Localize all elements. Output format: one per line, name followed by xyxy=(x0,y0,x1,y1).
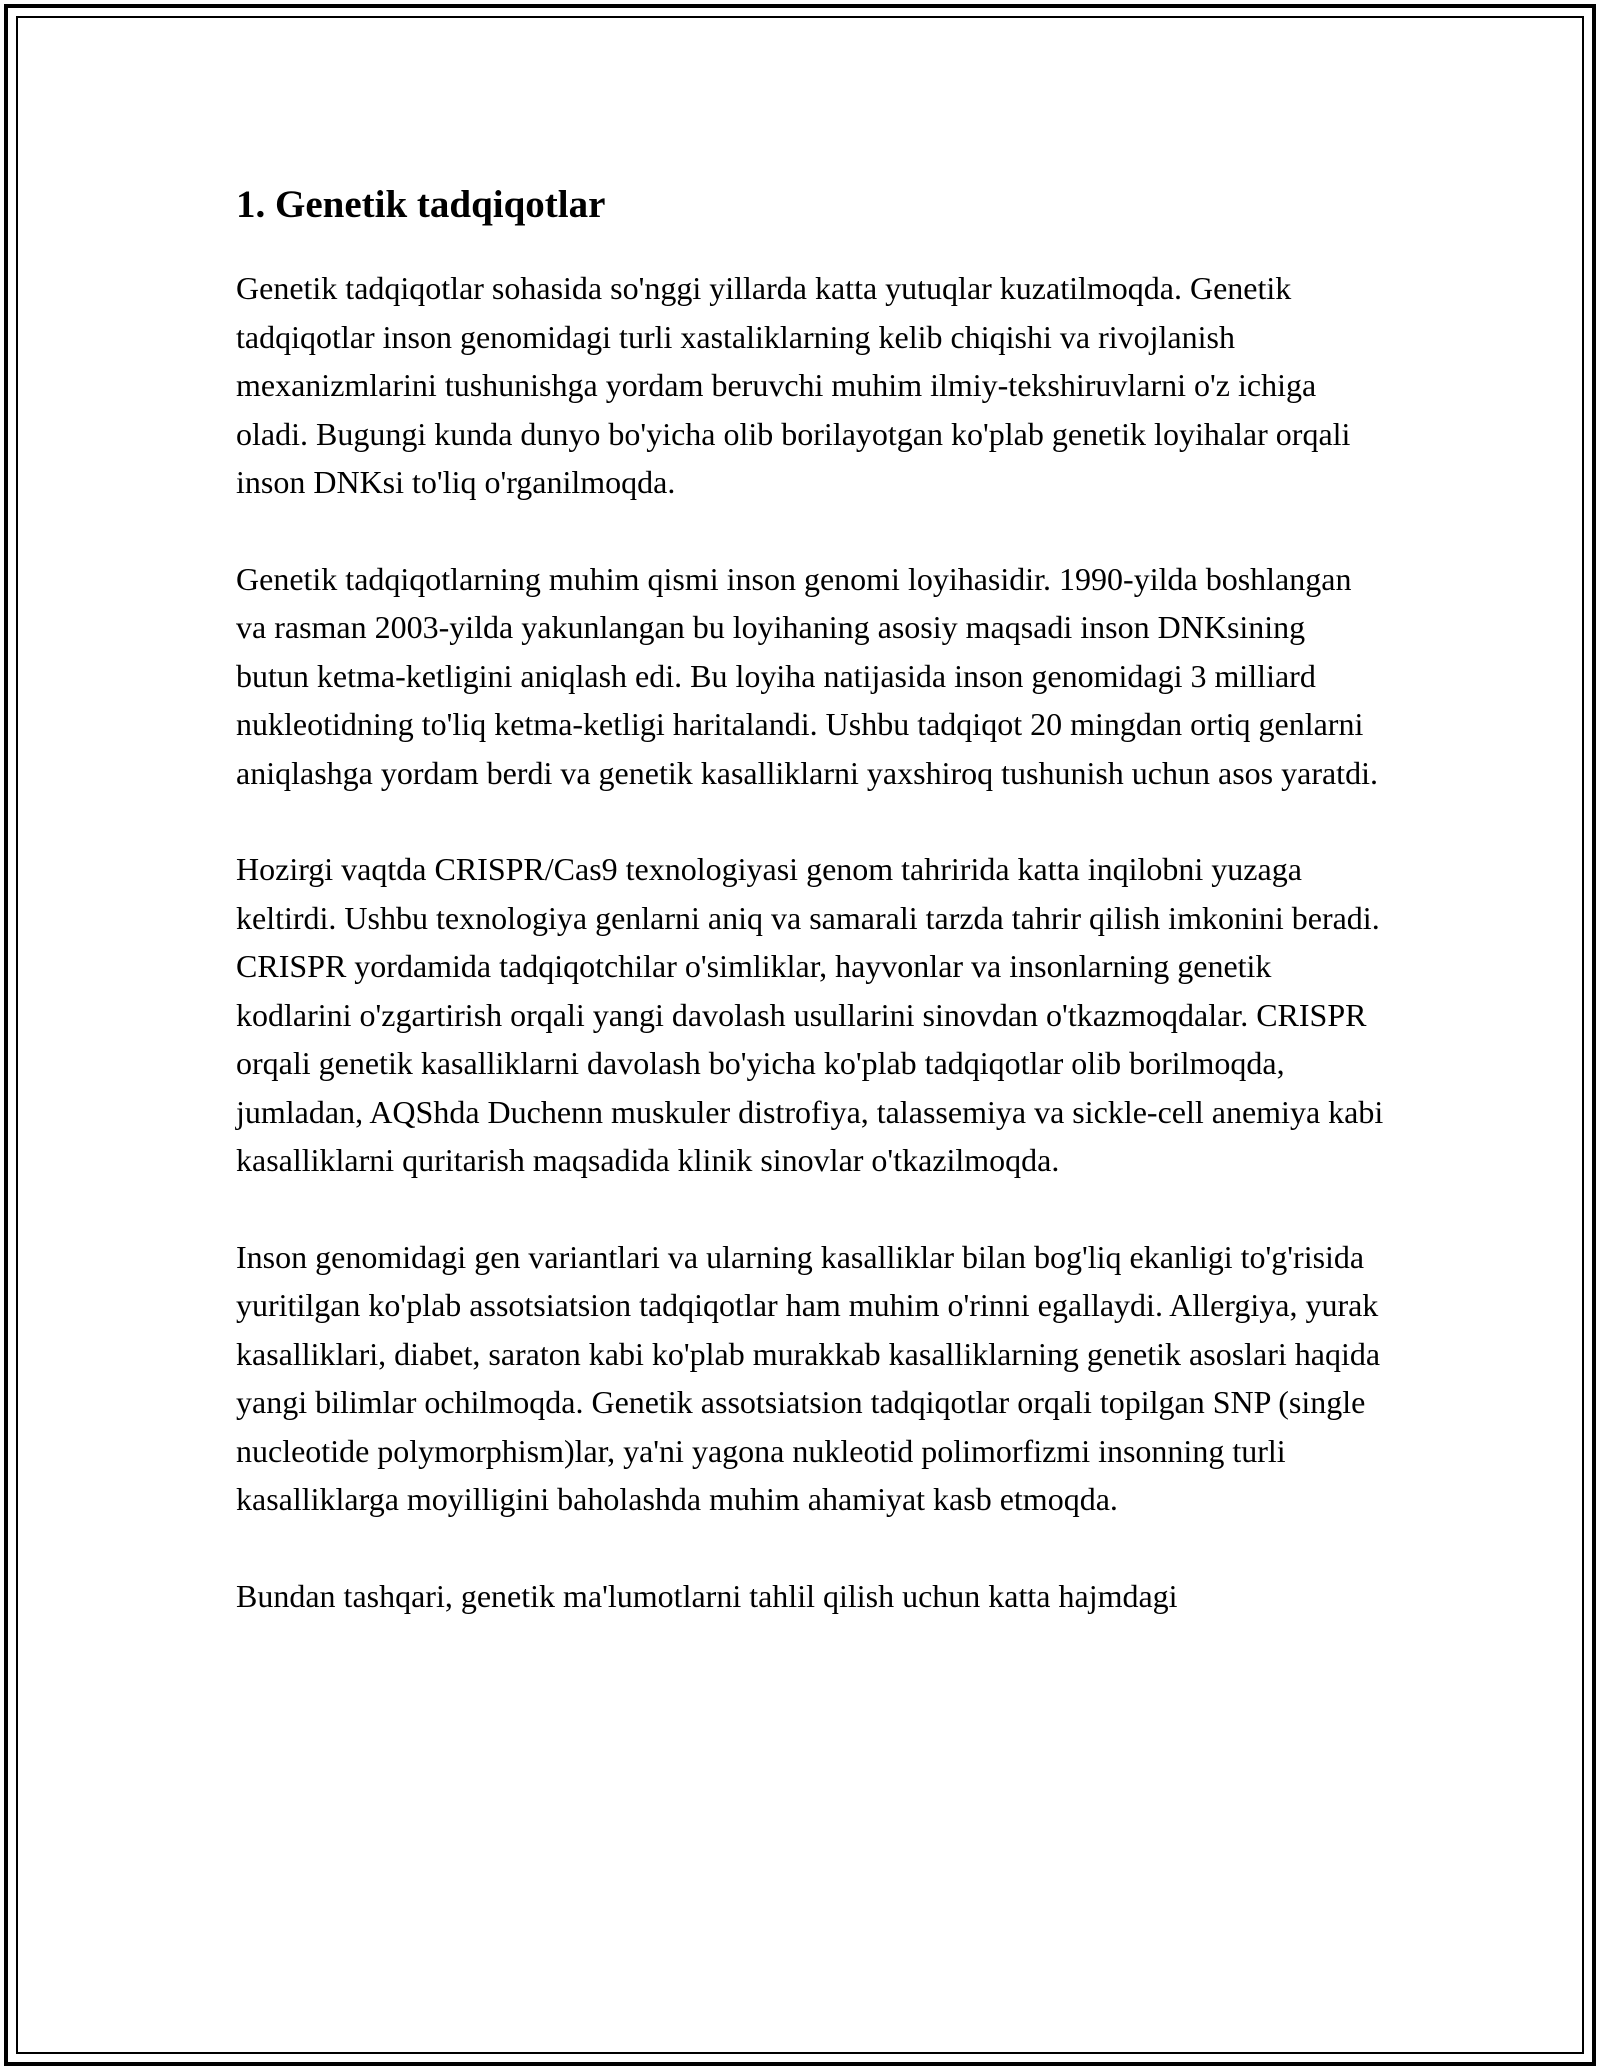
paragraph-association-studies: Inson genomidagi gen variantlari va ularning kasalliklar bilan bog'liq ekanligi to'g'risida yuritilgan ko'plab assotsiatsion tadqiqotlar ham muhim o'rinni egallaydi. Allergiya, yurak kasalliklari, diabet, saraton kabi ko'plab murakkab kasalliklarning genetik asoslari haqida yangi bilimlar ochilmoqda. Genetik assotsiatsion tadqiqotlar orqali topilgan SNP (single nucleotide polymorphism)lar, ya'ni yagona nukleotid polimorfizmi insonning turli kasalliklarga moyilligini baholashda muhim ahamiyat kasb etmoqda. xyxy=(236,1238,1381,1517)
document-body xyxy=(236,182,1386,1620)
paragraph-genome-project: Genetik tadqiqotlarning muhim qismi inson genomi loyihasidir. 1990-yilda boshlangan va rasman 2003-yilda yakunlangan bu loyihaning asosiy maqsadi inson DNKsining butun ketma-ketligini aniqlash edi. Bu loyiha natijasida inson genomidagi 3 milliard nukleotidning to'liq ketma-ketligi haritalandi. Ushbu tadqiqot 20 mingdan ortiq genlarni aniqlashga yordam berdi va genetik kasalliklarni yaxshiroq tushunish uchun asos yaratdi. xyxy=(236,560,1378,791)
section-heading: 1. Genetik tadqiqotlar xyxy=(236,183,606,226)
paragraph-crispr: Hozirgi vaqtda CRISPR/Cas9 texnologiyasi genom tahririda katta inqilobni yuzaga keltirdi. Ushbu texnologiya genlarni aniq va samarali tarzda tahrir qilish imkonini beradi. CRISPR yordamida tadqiqotchilar o'simliklar, hayvonlar va insonlarning genetik kodlarini o'zgartirish orqali yangi davolash usullarini sinovdan o'tkazmoqdalar. CRISPR orqali genetik kasalliklarni davolash bo'yicha ko'plab tadqiqotlar olib borilmoqda, jumladan, AQShda Duchenn muskuler distrofiya, talassemiya va sickle-cell anemiya kabi kasalliklarni quritarish maqsadida klinik sinovlar o'tkazilmoqda. xyxy=(236,851,1384,1178)
paragraph-data-analysis: Bundan tashqari, genetik ma'lumotlarni tahlil qilish uchun katta hajmdagi xyxy=(236,1577,1178,1614)
paragraph-intro: Genetik tadqiqotlar sohasida so'nggi yillarda katta yutuqlar kuzatilmoqda. Genetik tadqiqotlar inson genomidagi turli xastaliklarning kelib chiqishi va rivojlanish mexanizmlarini tushunishga yordam beruvchi muhim ilmiy-tekshiruvlarni o'z ichiga oladi. Bugungi kunda dunyo bo'yicha olib borilayotgan ko'plab genetik loyihalar orqali inson DNKsi to'liq o'rganilmoqda. xyxy=(236,270,1351,500)
